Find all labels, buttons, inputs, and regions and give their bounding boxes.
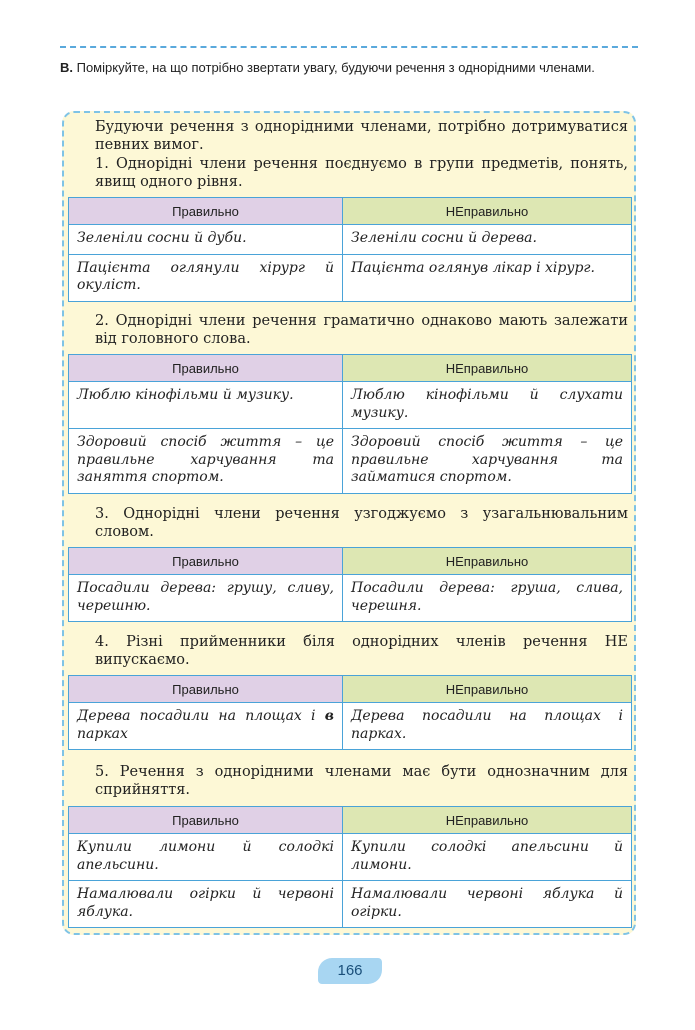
- correct-example: Купили лимони й солодкі апельсини.: [69, 834, 343, 881]
- intro-paragraph: Будуючи речення з однорідними членами, потрібно дотримуватися певних вимог.: [95, 119, 628, 153]
- table-row: [69, 834, 632, 881]
- correct-header: Правильно: [69, 548, 343, 575]
- rule-1-text: 1. Однорідні члени речення поєднуємо в групи предметів, понять, явищ одного рівня.: [95, 156, 628, 190]
- rule-3-table: [68, 547, 632, 622]
- incorrect-header: НЕправильно: [343, 198, 632, 225]
- incorrect-example: Дерева посадили на площах і парках.: [343, 703, 632, 750]
- incorrect-example: Посадили дерева: груша, слива, черешня.: [343, 575, 632, 622]
- correct-example: Зеленіли сосни й дуби.: [69, 225, 343, 255]
- top-dashed-divider: [60, 46, 638, 48]
- correct-header: Правильно: [69, 198, 343, 225]
- incorrect-example: Намалювали червоні яблука й огірки.: [343, 881, 632, 928]
- task-text: Поміркуйте, на що потрібно звертати увагу, будуючи речення з однорідними членами.: [73, 60, 595, 75]
- task-instruction: [60, 60, 638, 76]
- emphasized-preposition: в: [324, 708, 334, 724]
- rule-5-text: 5. Речення з однорідними членами має бути однозначним для сприйняття.: [95, 764, 628, 798]
- rule-3-text: 3. Однорідні члени речення узгоджуємо з узагальнювальним словом.: [95, 506, 628, 540]
- table-row: [69, 225, 632, 255]
- table-row: [69, 382, 632, 429]
- correct-header: Правильно: [69, 355, 343, 382]
- correct-example: Посадили дерева: грушу, сливу, черешню.: [69, 575, 343, 622]
- table-row: [69, 575, 632, 622]
- table-row: [69, 881, 632, 928]
- rule-5-table: [68, 806, 632, 928]
- correct-example: Намалювали огірки й червоні яблука.: [69, 881, 343, 928]
- table-row: [69, 254, 632, 301]
- correct-example-part: парках: [77, 725, 128, 742]
- incorrect-example: Зеленіли сосни й дерева.: [343, 225, 632, 255]
- correct-header: Правильно: [69, 676, 343, 703]
- page-number: 166: [318, 958, 382, 984]
- correct-header: Правильно: [69, 807, 343, 834]
- incorrect-header: НЕправильно: [343, 807, 632, 834]
- correct-example: [69, 703, 343, 750]
- correct-example-part: Дерева посадили на площах і: [77, 708, 325, 724]
- incorrect-example: Пацієнта оглянув лікар і хірург.: [343, 254, 632, 301]
- task-label: В.: [60, 60, 73, 75]
- incorrect-example: Купили солодкі апельсини й лимони.: [343, 834, 632, 881]
- rule-2-table: [68, 354, 632, 494]
- correct-example: Пацієнта оглянули хірург й окуліст.: [69, 254, 343, 301]
- correct-example: Люблю кінофільми й музику.: [69, 382, 343, 429]
- rule-4-table: [68, 675, 632, 750]
- incorrect-example: Здоровий спосіб життя – це правильне харчування та займатися спортом.: [343, 429, 632, 494]
- table-row: [69, 703, 632, 750]
- incorrect-header: НЕправильно: [343, 676, 632, 703]
- incorrect-example: Люблю кінофільми й слухати музику.: [343, 382, 632, 429]
- rule-1-table: [68, 197, 632, 302]
- correct-example: Здоровий спосіб життя – це правильне харчування та заняття спортом.: [69, 429, 343, 494]
- table-row: [69, 429, 632, 494]
- rule-2-text: 2. Однорідні члени речення граматично однаково мають залежати від головного слова.: [95, 313, 628, 347]
- incorrect-header: НЕправильно: [343, 548, 632, 575]
- rule-4-text: 4. Різні прийменники біля однорідних членів речення НЕ випускаємо.: [95, 634, 628, 668]
- incorrect-header: НЕправильно: [343, 355, 632, 382]
